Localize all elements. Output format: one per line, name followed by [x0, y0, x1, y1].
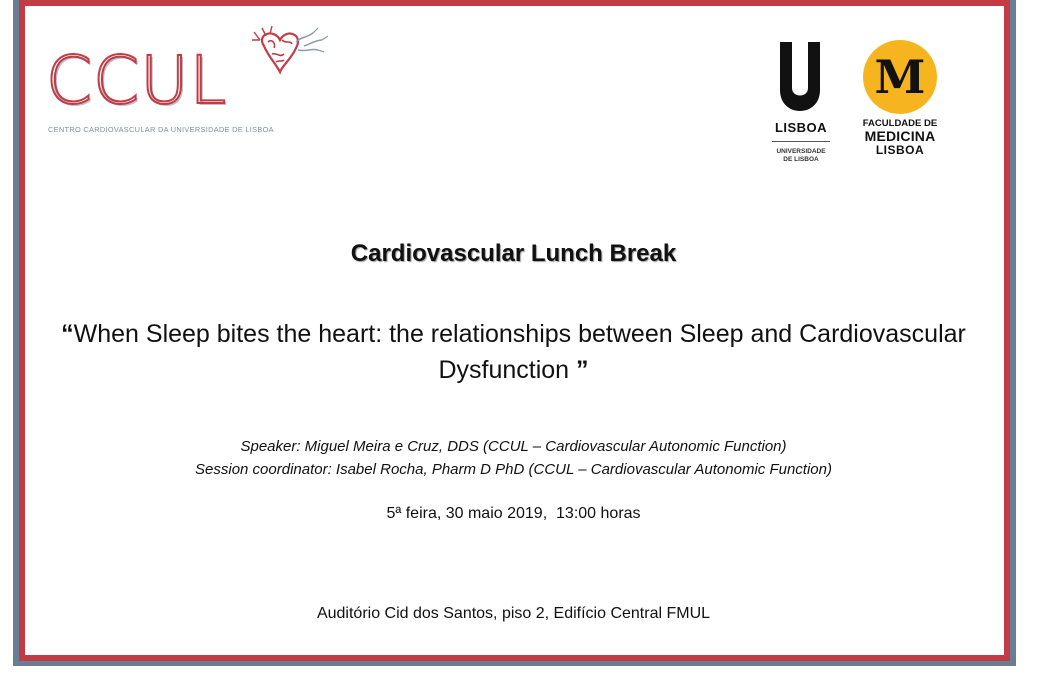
fml-line1: FACULDADE DE — [862, 118, 938, 129]
ulisboa-u-icon — [778, 42, 822, 114]
event-venue: Auditório Cid dos Santos, piso 2, Edifício Central FMUL — [316, 605, 711, 622]
fml-monogram: M — [874, 50, 926, 104]
talk-title — [60, 316, 967, 388]
ulisboa-subtitle-line1: UNIVERSIDADE — [776, 148, 826, 155]
coordinator-line: Session coordinator: Isabel Rocha, Pharm D PhD (CCUL – Cardiovascular Autonomic Function) — [195, 461, 832, 478]
fml-logo — [856, 38, 946, 163]
close-quote: ” — [576, 356, 589, 384]
ulisboa-subtitle-line2: DE LISBOA — [783, 156, 819, 163]
ulisboa-name: LISBOA — [774, 120, 828, 135]
fml-line3: LISBOA — [875, 143, 925, 157]
ulisboa-subtitle — [766, 148, 836, 164]
fml-emblem — [863, 40, 937, 114]
ccul-wordmark: CCUL — [46, 42, 228, 119]
event-series-title: Cardiovascular Lunch Break — [350, 240, 677, 267]
heart-icon — [246, 26, 330, 84]
talk-title-text: When Sleep bites the heart: the relationships between Sleep and Cardiovascular Dysfunction — [73, 320, 966, 384]
event-date: 5ª feira, 30 maio 2019, 13:00 horas — [386, 505, 641, 522]
ccul-logo — [40, 26, 340, 138]
open-quote: “ — [61, 320, 74, 348]
speaker-line: Speaker: Miguel Meira e Cruz, DDS (CCUL – Cardiovascular Autonomic Function) — [240, 438, 787, 455]
credits — [0, 435, 1027, 481]
ulisboa-logo — [766, 42, 836, 172]
ulisboa-divider — [772, 141, 830, 142]
ccul-subtitle: CENTRO CARDIOVASCULAR DA UNIVERSIDADE DE LISBOA — [48, 125, 274, 134]
fml-line2: MEDICINA — [864, 128, 936, 144]
fml-name — [856, 118, 944, 157]
